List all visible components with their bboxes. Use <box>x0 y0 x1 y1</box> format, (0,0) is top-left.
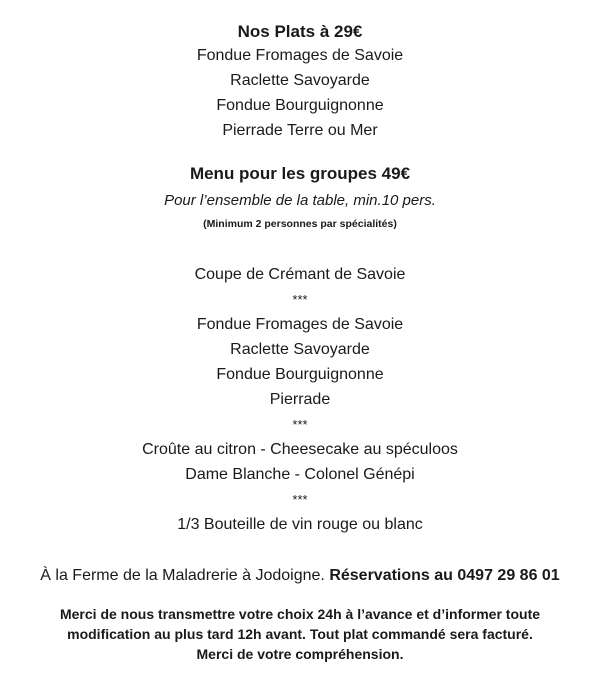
groupes-section <box>0 163 600 232</box>
menu-plat: Fondue Bourguignonne <box>216 366 384 383</box>
footer-reservations: Réservations au 0497 29 86 01 <box>329 567 560 584</box>
groupes-title: Menu pour les groupes 49€ <box>189 164 411 183</box>
footer-location: À la Ferme de la Maladrerie à Jodoigne. <box>40 567 325 584</box>
plats-item: Fondue Fromages de Savoie <box>196 47 404 64</box>
menu-dessert: Dame Blanche - Colonel Génépi <box>185 466 415 483</box>
groupes-subtitle: Pour l’ensemble de la table, min.10 pers. <box>164 192 436 209</box>
menu-plat: Fondue Fromages de Savoie <box>196 316 404 333</box>
plats-section <box>0 21 600 143</box>
merci-line: Merci de nous transmettre votre choix 24h à l’avance et d’informer toute <box>59 606 541 622</box>
plats-title: Nos Plats à 29€ <box>237 22 363 41</box>
merci-line: modification au plus tard 12h avant. Tout plat commandé sera facturé. <box>67 626 533 642</box>
plats-item: Pierrade Terre ou Mer <box>222 122 378 139</box>
menu-separator: *** <box>292 417 308 432</box>
menu-aperitif: Coupe de Crémant de Savoie <box>194 266 406 283</box>
groupes-menu <box>0 262 600 537</box>
plats-item: Raclette Savoyarde <box>230 72 370 89</box>
menu-plat: Raclette Savoyarde <box>230 341 370 358</box>
menu-dessert: Croûte au citron - Cheesecake au spéculoos <box>142 441 458 458</box>
menu-vin: 1/3 Bouteille de vin rouge ou blanc <box>177 516 423 533</box>
merci-section <box>0 604 600 664</box>
plats-item: Fondue Bourguignonne <box>216 97 384 114</box>
footer-info <box>0 565 600 587</box>
menu-separator: *** <box>292 292 308 307</box>
menu-plat: Pierrade <box>269 391 331 408</box>
groupes-note: (Minimum 2 personnes par spécialités) <box>203 218 397 230</box>
merci-line: Merci de votre compréhension. <box>196 646 404 662</box>
menu-separator: *** <box>292 492 308 507</box>
